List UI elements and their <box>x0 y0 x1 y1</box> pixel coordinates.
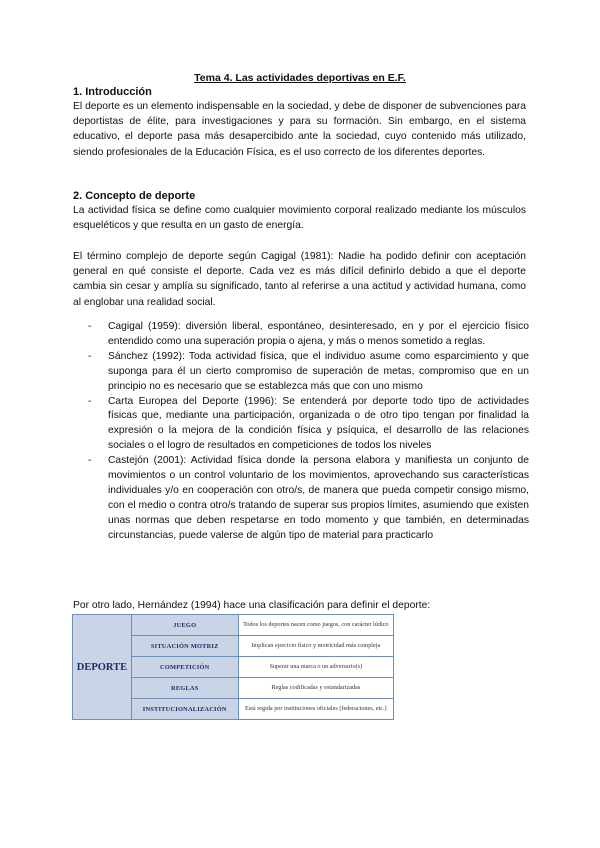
bullet-marker: - <box>88 350 92 362</box>
table-main-label: DEPORTE <box>73 615 132 720</box>
paragraph-cagigal-1981: El término complejo de deporte según Cagigal (1981): Nadie ha podido definir con aceptación general en qué consiste el deporte. Cada vez es más difícil definirlo debido a que el deporte cambia sin cesar y amplía su significado, tanto al referirse a una actitud y actividad humana, como al englobar una realidad social. <box>73 251 526 308</box>
table-description: Está regida por instituciones oficiales (federaciones, etc.) <box>238 699 393 720</box>
table-category: SITUACIÓN MOTRIZ <box>131 636 238 657</box>
paragraph-actividad-fisica: La actividad física se define como cualquier movimiento corporal realizado mediante los músculos esqueléticos y que resulta en un gasto de energía. <box>73 205 526 232</box>
table-description: Implican ejercicio físico y motricidad más compleja <box>238 636 393 657</box>
table-row <box>73 615 394 636</box>
bullet-marker: - <box>88 395 92 407</box>
list-item-text: Sánchez (1992): Toda actividad física, que el individuo asume como esparcimiento y que suponga para él un cierto compromiso de superación de metas, compromiso que en un principio no es necesario que se establezca más que con uno mismo <box>108 350 529 392</box>
table-category: COMPETICIÓN <box>131 657 238 678</box>
definitions-list <box>73 320 529 544</box>
table-category: REGLAS <box>131 678 238 699</box>
sport-classification-table <box>72 614 394 720</box>
document-title: Tema 4. Las actividades deportivas en E.F. <box>194 72 406 84</box>
list-item <box>73 350 529 395</box>
list-item-text: Cagigal (1959): diversión liberal, espontáneo, desinteresado, en y por el ejercicio físico entendido como una superación propia o ajena, y más o menos sometido a reglas. <box>108 321 529 347</box>
bullet-marker: - <box>88 321 92 332</box>
section-heading-introduccion: 1. Introducción <box>73 86 152 98</box>
section-heading-concepto: 2. Concepto de deporte <box>73 190 196 202</box>
table-category: JUEGO <box>131 615 238 636</box>
list-item-text: Carta Europea del Deporte (1996): Se entenderá por deporte todo tipo de actividades físicas que, mediante una participación, organizada o de otro tipo tengan por finalidad la expresión o la mejora de la condición física y psíquica, el desarrollo de las relaciones sociales o el logro de resultados en competiciones de todos los niveles <box>108 395 529 452</box>
table-description: Todos los deportes nacen como juegos, con carácter lúdico <box>238 615 393 636</box>
list-item <box>73 395 529 455</box>
bullet-marker: - <box>88 455 92 467</box>
table-description: Superar una marca o un adversario(s) <box>238 657 393 678</box>
list-item <box>73 454 529 543</box>
list-item-text: Castejón (2001): Actividad física donde la persona elabora y manifiesta un conjunto de movimientos o un control voluntario de los movimientos, aprovechando sus características individuales y/o en cooperación con otro/s, de manera que pueda competir consigo mismo, con el medio o contra otro/s tratando de superar sus propios límites, asumiendo que existen unas normas que deben respetarse en todo momento y que también, en determinadas circunstancias, puede valerse de algún tipo de material para practicarlo <box>108 455 529 541</box>
table-category: INSTITUCIONALIZACIÓN <box>131 699 238 720</box>
paragraph-introduccion: El deporte es un elemento indispensable en la sociedad, y debe de disponer de subvenciones para deportistas de élite, para investigaciones y para su formación. Sin embargo, en el sistema educativo, el deporte pasa más desapercibido ante la sociedad, cuyo contenido más utilizado, siendo profesionales de la Educación Física, es el uso correcto de los diferentes deportes. <box>73 101 526 158</box>
table-intro: Por otro lado, Hernández (1994) hace una clasificación para definir el deporte: <box>73 600 431 611</box>
list-item <box>73 320 529 350</box>
table-description: Reglas codificadas y estandarizadas <box>238 678 393 699</box>
